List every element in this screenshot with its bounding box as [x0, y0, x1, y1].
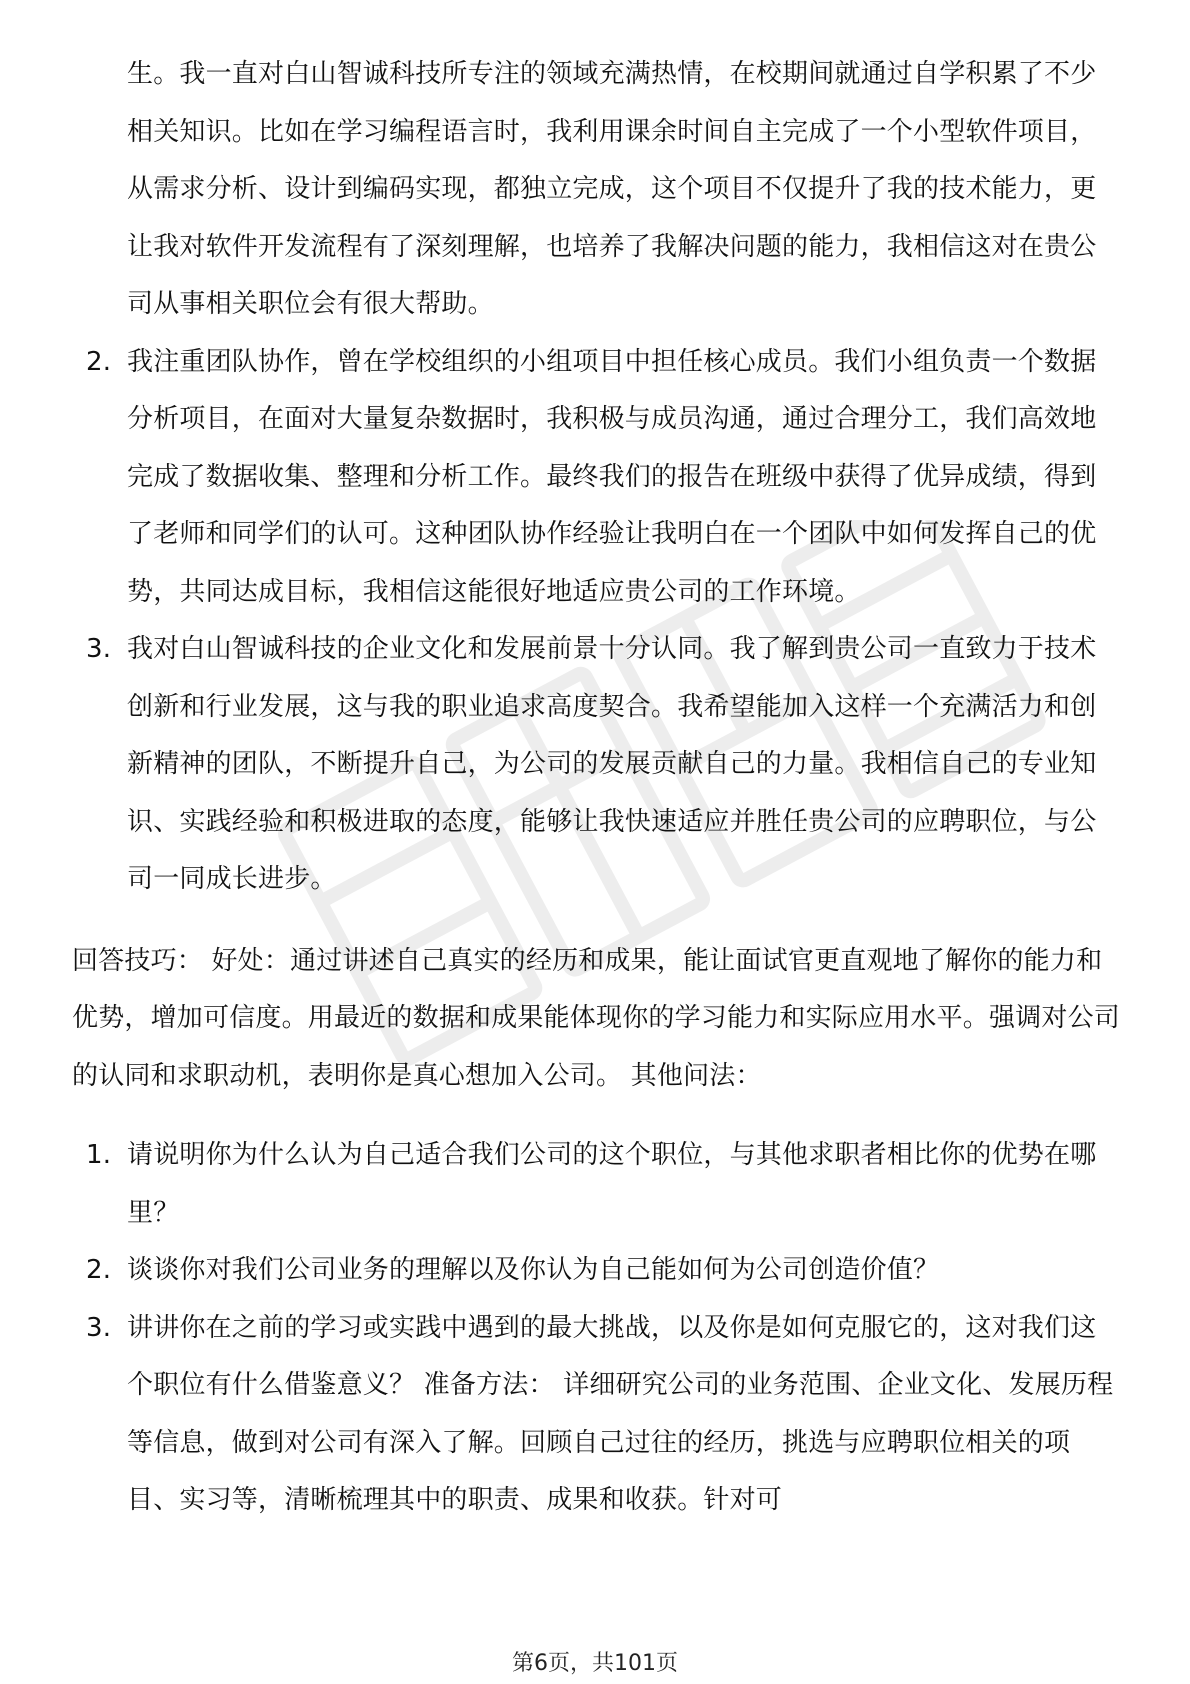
continued-paragraph: 生。我一直对白山智诚科技所专注的领域充满热情，在校期间就通过自学积累了不少相关知识。比如在学习编程语言时，我利用课余时间自主完成了一个小型软件项目，从需求分析、设计到编码实现，都独立完成，这个项目不仅提升了我的技术能力，更让我对软件开发流程有了深刻理解，也培养了我解决问题的能力，我相信这对在贵公司从事相关职位会有很大帮助。: [127, 59, 1097, 319]
list-item: [72, 1300, 1122, 1530]
list-number: 3.: [86, 634, 112, 664]
list-item-text: 请说明你为什么认为自己适合我们公司的这个职位，与其他求职者相比你的优势在哪里？: [127, 1140, 1097, 1228]
list-number: 3.: [86, 1312, 112, 1343]
list-number: 1.: [86, 1140, 112, 1170]
tips-paragraph: 回答技巧： 好处：通过讲述自己真实的经历和成果，能让面试官更直观地了解你的能力和优势，增加可信度。用最近的数据和成果能体现你的学习能力和实际应用水平。强调对公司的认同和求职动机，表明你是真心想加入公司。 其他问法：: [72, 945, 1121, 1091]
list-item: [72, 334, 1122, 622]
list-number: 2.: [86, 346, 112, 377]
list-item-text: 讲讲你在之前的学习或实践中遇到的最大挑战，以及你是如何克服它的，这对我们这个职位有什么借鉴意义？ 准备方法： 详细研究公司的业务范围、企业文化、发展历程等信息，做到对公司有深入了解。回顾自己过往的经历，挑选与应聘职位相关的项目、实习等，清晰梳理其中的职责、成果和收获。针对可: [127, 1312, 1114, 1515]
continued-list-item: [72, 46, 1122, 334]
body-content: [72, 46, 1122, 1530]
list-item-text: 谈谈你对我们公司业务的理解以及你认为自己能如何为公司创造价值？: [127, 1255, 940, 1285]
list-item: [72, 1242, 1122, 1300]
list-item-text: 我注重团队协作，曾在学校组织的小组项目中担任核心成员。我们小组负责一个数据分析项目，在面对大量复杂数据时，我积极与成员沟通，通过合理分工，我们高效地完成了数据收集、整理和分析工作。最终我们的报告在班级中获得了优异成绩，得到了老师和同学们的认可。这种团队协作经验让我明白在一个团队中如何发挥自己的优势，共同达成目标，我相信这能很好地适应贵公司的工作环境。: [127, 346, 1097, 607]
list-item: [72, 621, 1122, 909]
list-item-text: 我对白山智诚科技的企业文化和发展前景十分认同。我了解到贵公司一直致力于技术创新和行业发展，这与我的职业追求高度契合。我希望能加入这样一个充满活力和创新精神的团队，不断提升自己，为公司的发展贡献自己的力量。我相信自己的专业知识、实践经验和积极进取的态度，能够让我快速适应并胜任贵公司的应聘职位，与公司一同成长进步。: [127, 634, 1097, 894]
list-item: [72, 1127, 1122, 1242]
page-footer: 第6页，共101页: [512, 1651, 678, 1676]
list-number: 2.: [86, 1255, 112, 1285]
